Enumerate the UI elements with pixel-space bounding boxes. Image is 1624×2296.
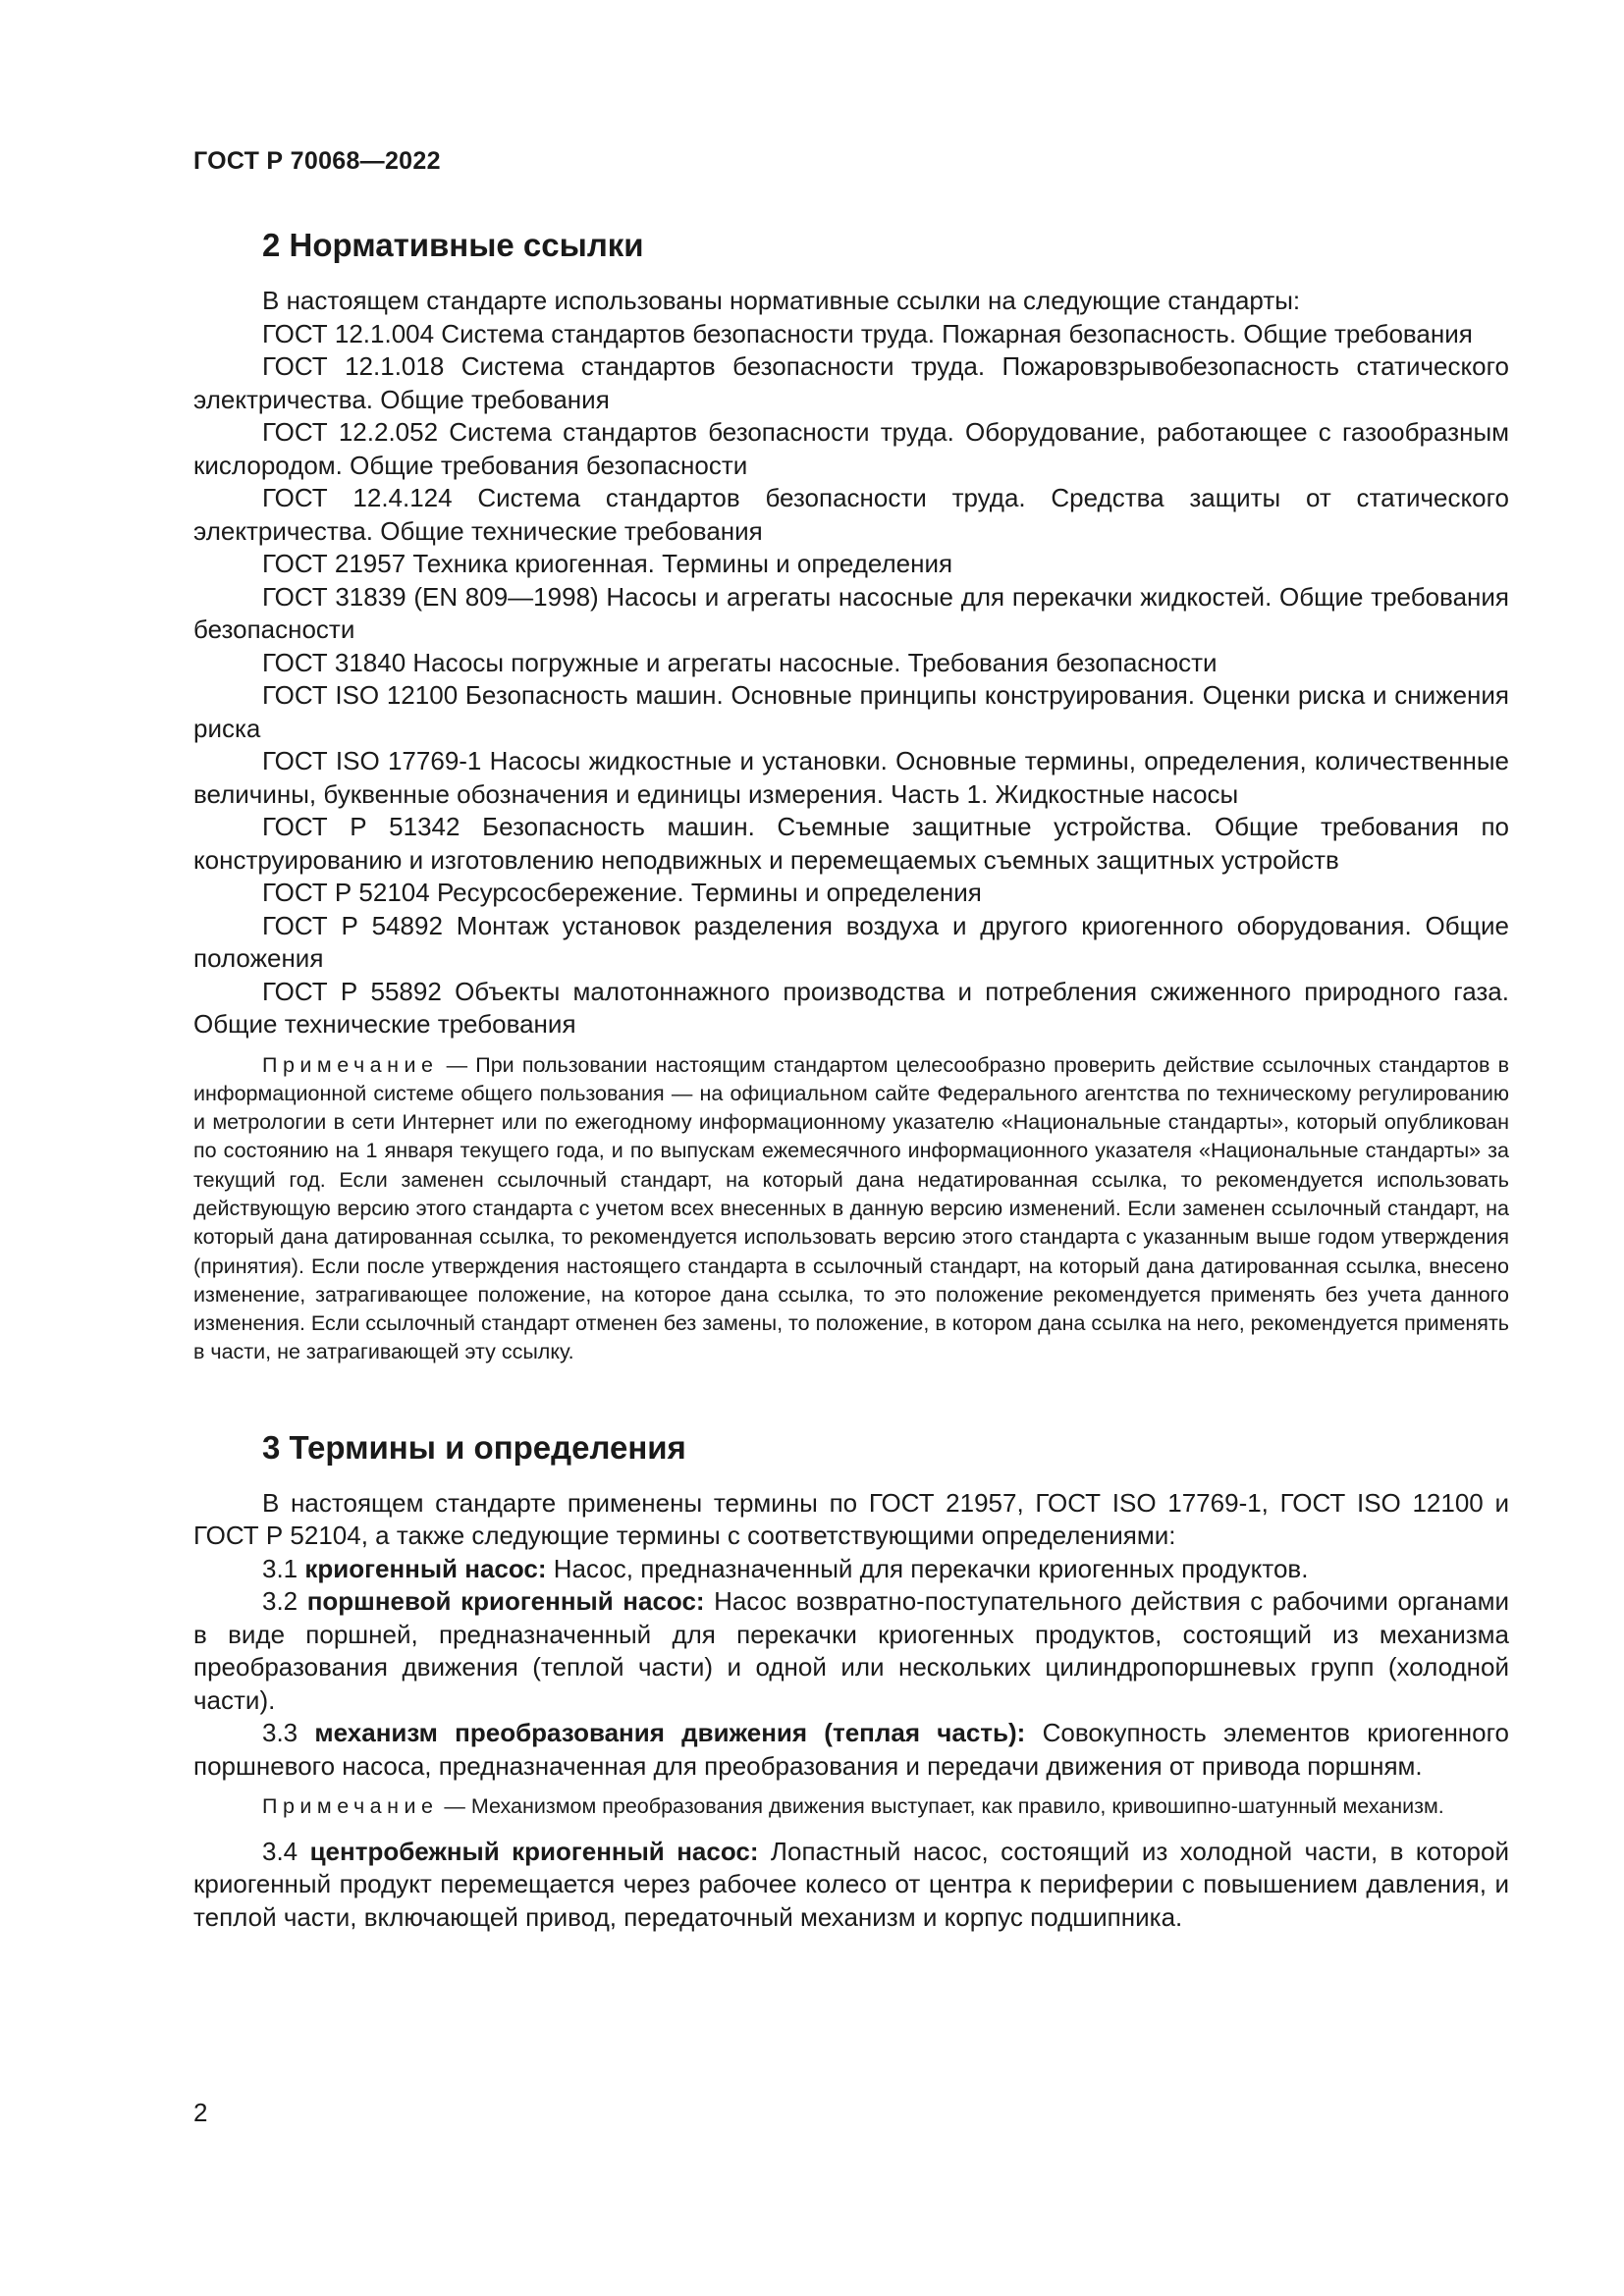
term-text: Совокупность элементов криогенного поршневого насоса, предназначенная для преобразования и передачи движения от привода поршням. bbox=[193, 1718, 1509, 1781]
reference-item: ГОСТ 31839 (EN 809—1998) Насосы и агрегаты насосные для перекачки жидкостей. Общие требования безопасности bbox=[193, 581, 1509, 644]
term-definition bbox=[193, 1585, 1509, 1717]
section-3-intro: В настоящем стандарте применены термины по ГОСТ 21957, ГОСТ ISO 17769-1, ГОСТ ISO 12100 и ГОСТ Р 52104, а также следующие термины с соответствующими определениями: bbox=[193, 1487, 1509, 1551]
section-3-title: 3 Термины и определения bbox=[262, 1428, 686, 1466]
note-text: — При пользовании настоящим стандартом целесообразно проверить действие ссылочных стандартов в информационной системе общего пользования — на официальном сайте Федерального агентства по техническому регулированию и метрологии в сети Интернет или по ежегодному информационному указателю «Национальные стандарты», который опубликован по состоянию на 1 января текущего года, и по выпускам ежемесячного информационного указателя «Национальные стандарты» за текущий год. Если заменен ссылочный стандарт, на который дана недатированная ссылка, то рекомендуется использовать действующую версию этого стандарта с учетом всех внесенных в данную версию изменений. Если заменен ссылочный стандарт, на который дана датированная ссылка, то рекомендуется использовать версию этого стандарта с указанным выше годом утверждения (принятия). Если после утверждения настоящего стандарта в ссылочный стандарт, на который дана датированная ссылка, внесено изменение, затрагивающее положение, на которое дана ссылка, то это положение рекомендуется применять без учета данного изменения. Если ссылочный стандарт отменен без замены, то положение, в котором дана ссылка на него, рекомендуется применять в части, не затрагивающей эту ссылку. bbox=[193, 1052, 1509, 1364]
reference-item: ГОСТ Р 54892 Монтаж установок разделения воздуха и другого криогенного оборудования. Общие положения bbox=[193, 910, 1509, 973]
reference-item: ГОСТ 12.4.124 Система стандартов безопасности труда. Средства защиты от статического электричества. Общие технические требования bbox=[193, 483, 1509, 546]
term-number: 3.4 bbox=[262, 1836, 298, 1866]
term-text: Лопастный насос, состоящий из холодной части, в которой криогенный продукт перемещается через рабочее колесо от центра к периферии с повышением давления, и теплой части, включающей привод, передаточный механизм и корпус подшипника. bbox=[193, 1836, 1509, 1932]
reference-item: ГОСТ 31840 Насосы погружные и агрегаты насосные. Требования безопасности bbox=[262, 647, 1218, 677]
section-2-note bbox=[193, 1051, 1509, 1367]
term-name: механизм преобразования движения (теплая часть): bbox=[314, 1718, 1026, 1748]
reference-item: ГОСТ 12.1.018 Система стандартов безопасности труда. Пожаровзрывобезопасность статического электричества. Общие требования bbox=[193, 351, 1509, 414]
reference-item: ГОСТ 12.1.004 Система стандартов безопасности труда. Пожарная безопасность. Общие требования bbox=[262, 318, 1473, 348]
note-label: Примечание bbox=[262, 1794, 439, 1819]
term-number: 3.1 bbox=[262, 1553, 298, 1583]
section-2-title: 2 Нормативные ссылки bbox=[262, 227, 644, 263]
reference-item: ГОСТ 21957 Техника криогенная. Термины и определения bbox=[262, 549, 953, 578]
reference-item: ГОСТ ISO 17769-1 Насосы жидкостные и установки. Основные термины, определения, количественные величины, буквенные обозначения и единицы измерения. Часть 1. Жидкостные насосы bbox=[193, 746, 1509, 809]
term-definition bbox=[193, 1553, 1509, 1586]
term-text: Насос возвратно-поступательного действия с рабочими органами в виде поршней, предназначенный для перекачки криогенных продуктов, состоящий из механизма преобразования движения (теплой части) и одной или нескольких цилиндропоршневых групп (холодной части). bbox=[193, 1586, 1509, 1715]
term-name: криогенный насос: bbox=[304, 1553, 547, 1583]
term-definition bbox=[193, 1836, 1509, 1935]
term-name: поршневой криогенный насос: bbox=[306, 1586, 705, 1617]
reference-item: ГОСТ Р 55892 Объекты малотоннажного производства и потребления сжиженного природного газа. Общие технические требования bbox=[193, 976, 1509, 1039]
document-body bbox=[193, 224, 1509, 1934]
reference-item: ГОСТ Р 52104 Ресурсосбережение. Термины и определения bbox=[262, 878, 982, 907]
term-number: 3.2 bbox=[262, 1586, 298, 1617]
reference-item: ГОСТ ISO 12100 Безопасность машин. Основные принципы конструирования. Оценки риска и снижения риска bbox=[193, 680, 1509, 743]
term-definition bbox=[193, 1717, 1509, 1783]
document-id-header: ГОСТ Р 70068—2022 bbox=[193, 147, 441, 175]
term-text: Насос, предназначенный для перекачки криогенных продуктов. bbox=[546, 1553, 1309, 1583]
term-name: центробежный криогенный насос: bbox=[309, 1836, 759, 1866]
reference-item: ГОСТ 12.2.052 Система стандартов безопасности труда. Оборудование, работающее с газообразным кислородом. Общие требования безопасности bbox=[193, 417, 1509, 480]
page-number: 2 bbox=[193, 2098, 208, 2127]
term-number: 3.3 bbox=[262, 1718, 298, 1748]
reference-item: ГОСТ Р 51342 Безопасность машин. Съемные защитные устройства. Общие требования по конструированию и изготовлению неподвижных и перемещаемых съемных защитных устройств bbox=[193, 812, 1509, 875]
section-3-note bbox=[193, 1792, 1509, 1821]
note-text: — Механизмом преобразования движения выступает, как правило, кривошипно-шатунный механизм. bbox=[438, 1794, 1444, 1819]
section-2-intro: В настоящем стандарте использованы нормативные ссылки на следующие стандарты: bbox=[262, 286, 1301, 315]
note-label: Примечание bbox=[262, 1052, 439, 1077]
